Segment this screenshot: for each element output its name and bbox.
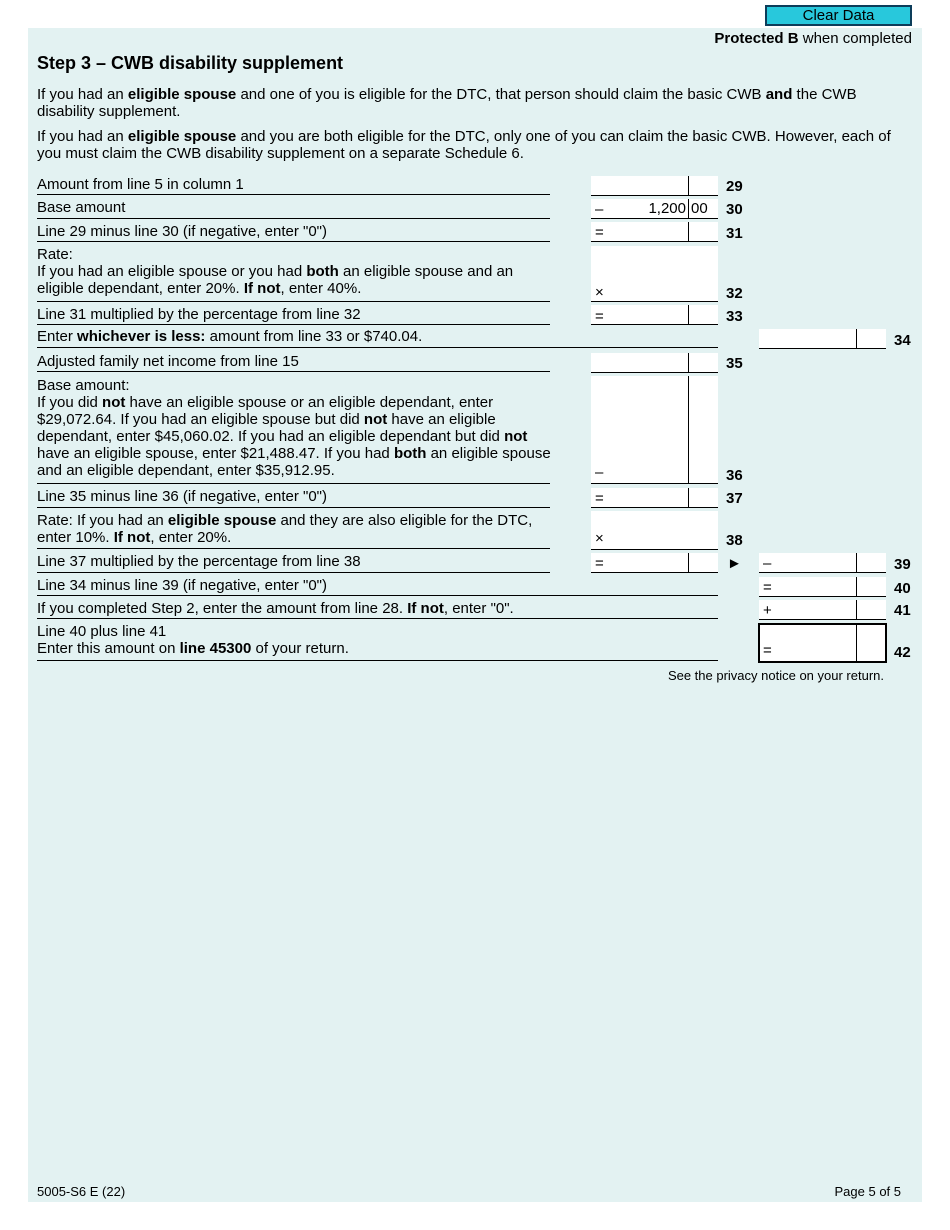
arrow-icon: ► (727, 555, 742, 572)
divider (37, 660, 718, 661)
line-29-label: Amount from line 5 in column 1 (37, 176, 244, 193)
line-42-number: 42 (894, 644, 911, 661)
divider (37, 301, 550, 302)
line-33-input[interactable] (591, 305, 718, 325)
line-41-input[interactable] (759, 600, 886, 620)
line-40-number: 40 (894, 580, 911, 597)
line-36-input[interactable] (591, 376, 718, 484)
line-32-label: Rate: If you had an eligible spouse or you had both an eligible spouse and an eligible dependant, enter 20%. If not, enter 40%. (37, 246, 514, 297)
line-31-input[interactable] (591, 222, 718, 242)
divider (37, 371, 550, 372)
line-29-input[interactable] (591, 176, 718, 196)
line-42-input[interactable] (758, 623, 887, 663)
equals-operator: = (763, 579, 772, 596)
line-40-label: Line 34 minus line 39 (if negative, enter "0") (37, 577, 327, 594)
minus-operator: – (763, 555, 772, 572)
divider (37, 483, 550, 484)
line-30-cents: 00 (691, 200, 708, 217)
line-37-number: 37 (726, 490, 743, 507)
line-33-label: Line 31 multiplied by the percentage from line 32 (37, 306, 361, 323)
line-39-input[interactable] (759, 553, 886, 573)
privacy-note: See the privacy notice on your return. (667, 668, 884, 683)
divider (37, 572, 550, 573)
divider (37, 347, 718, 348)
divider (37, 241, 550, 242)
line-30-number: 30 (726, 201, 743, 218)
line-36-label: Base amount: If you did not have an eligible spouse or an eligible dependant, enter $29,072.64. If you had an eligible spouse but did not have an eligible dependant, enter $45,060.02. If you had an eligible dependant but did not have an eligible spouse, enter $21,488.47. If you had both an eligible spouse and an eligible dependant, enter $35,912.95. (37, 377, 551, 479)
line-29-number: 29 (726, 178, 743, 195)
line-31-label: Line 29 minus line 30 (if negative, enter "0") (37, 223, 327, 240)
line-37-input[interactable] (591, 488, 718, 508)
line-38-number: 38 (726, 532, 743, 549)
line-35-number: 35 (726, 355, 743, 372)
line-34-input[interactable] (759, 329, 886, 349)
divider (37, 595, 718, 596)
line-30-label: Base amount (37, 199, 126, 216)
times-operator: × (595, 530, 604, 547)
line-35-label: Adjusted family net income from line 15 (37, 353, 299, 370)
form-id: 5005-S6 E (22) (37, 1184, 126, 1199)
page-title: Step 3 – CWB disability supplement (37, 53, 344, 73)
line-32-number: 32 (726, 285, 743, 302)
line-31-number: 31 (726, 225, 743, 242)
divider (37, 618, 718, 619)
line-34-number: 34 (894, 332, 911, 349)
line-42-label: Line 40 plus line 41 Enter this amount on line 45300 of your return. (37, 623, 349, 657)
line-35-input[interactable] (591, 353, 718, 373)
line-39-number: 39 (894, 556, 911, 573)
intro-paragraph-2: If you had an eligible spouse and you are both eligible for the DTC, only one of you can claim the basic CWB. However, each of you must claim the CWB disability supplement on a separate Schedule 6. (37, 128, 891, 162)
equals-operator: = (595, 555, 604, 572)
line-41-label: If you completed Step 2, enter the amount from line 28. If not, enter "0". (37, 600, 514, 617)
line-38-input[interactable] (591, 511, 718, 550)
line-41-number: 41 (894, 602, 911, 619)
protected-notice: Protected B when completed (714, 30, 912, 47)
line-32-input[interactable] (591, 246, 718, 302)
line-40-input[interactable] (759, 577, 886, 597)
divider (37, 548, 550, 549)
line-36-number: 36 (726, 467, 743, 484)
plus-operator: + (763, 602, 772, 619)
divider (37, 194, 550, 195)
equals-operator: = (595, 490, 604, 507)
minus-operator: – (595, 464, 604, 481)
line-33-number: 33 (726, 308, 743, 325)
equals-operator: = (595, 224, 604, 241)
divider (37, 218, 550, 219)
intro-paragraph-1: If you had an eligible spouse and one of you is eligible for the DTC, that person should claim the basic CWB and the CWB disability supplement. (37, 86, 857, 120)
line-30-dollars: 1,200 (648, 200, 686, 217)
times-operator: × (595, 284, 604, 301)
line-34-label: Enter whichever is less: amount from line 33 or $740.04. (37, 328, 423, 345)
page-number: Page 5 of 5 (834, 1184, 901, 1199)
line-39-label: Line 37 multiplied by the percentage from line 38 (37, 553, 361, 570)
minus-operator: – (595, 201, 604, 218)
clear-data-button[interactable]: Clear Data (765, 5, 912, 26)
line-39-left-input[interactable] (591, 553, 718, 573)
equals-operator: = (595, 308, 604, 325)
equals-operator: = (763, 642, 772, 659)
divider (37, 324, 550, 325)
line-37-label: Line 35 minus line 36 (if negative, enter "0") (37, 488, 327, 505)
divider (37, 507, 550, 508)
line-38-label: Rate: If you had an eligible spouse and they are also eligible for the DTC, enter 10%. If not, enter 20%. (37, 512, 533, 546)
